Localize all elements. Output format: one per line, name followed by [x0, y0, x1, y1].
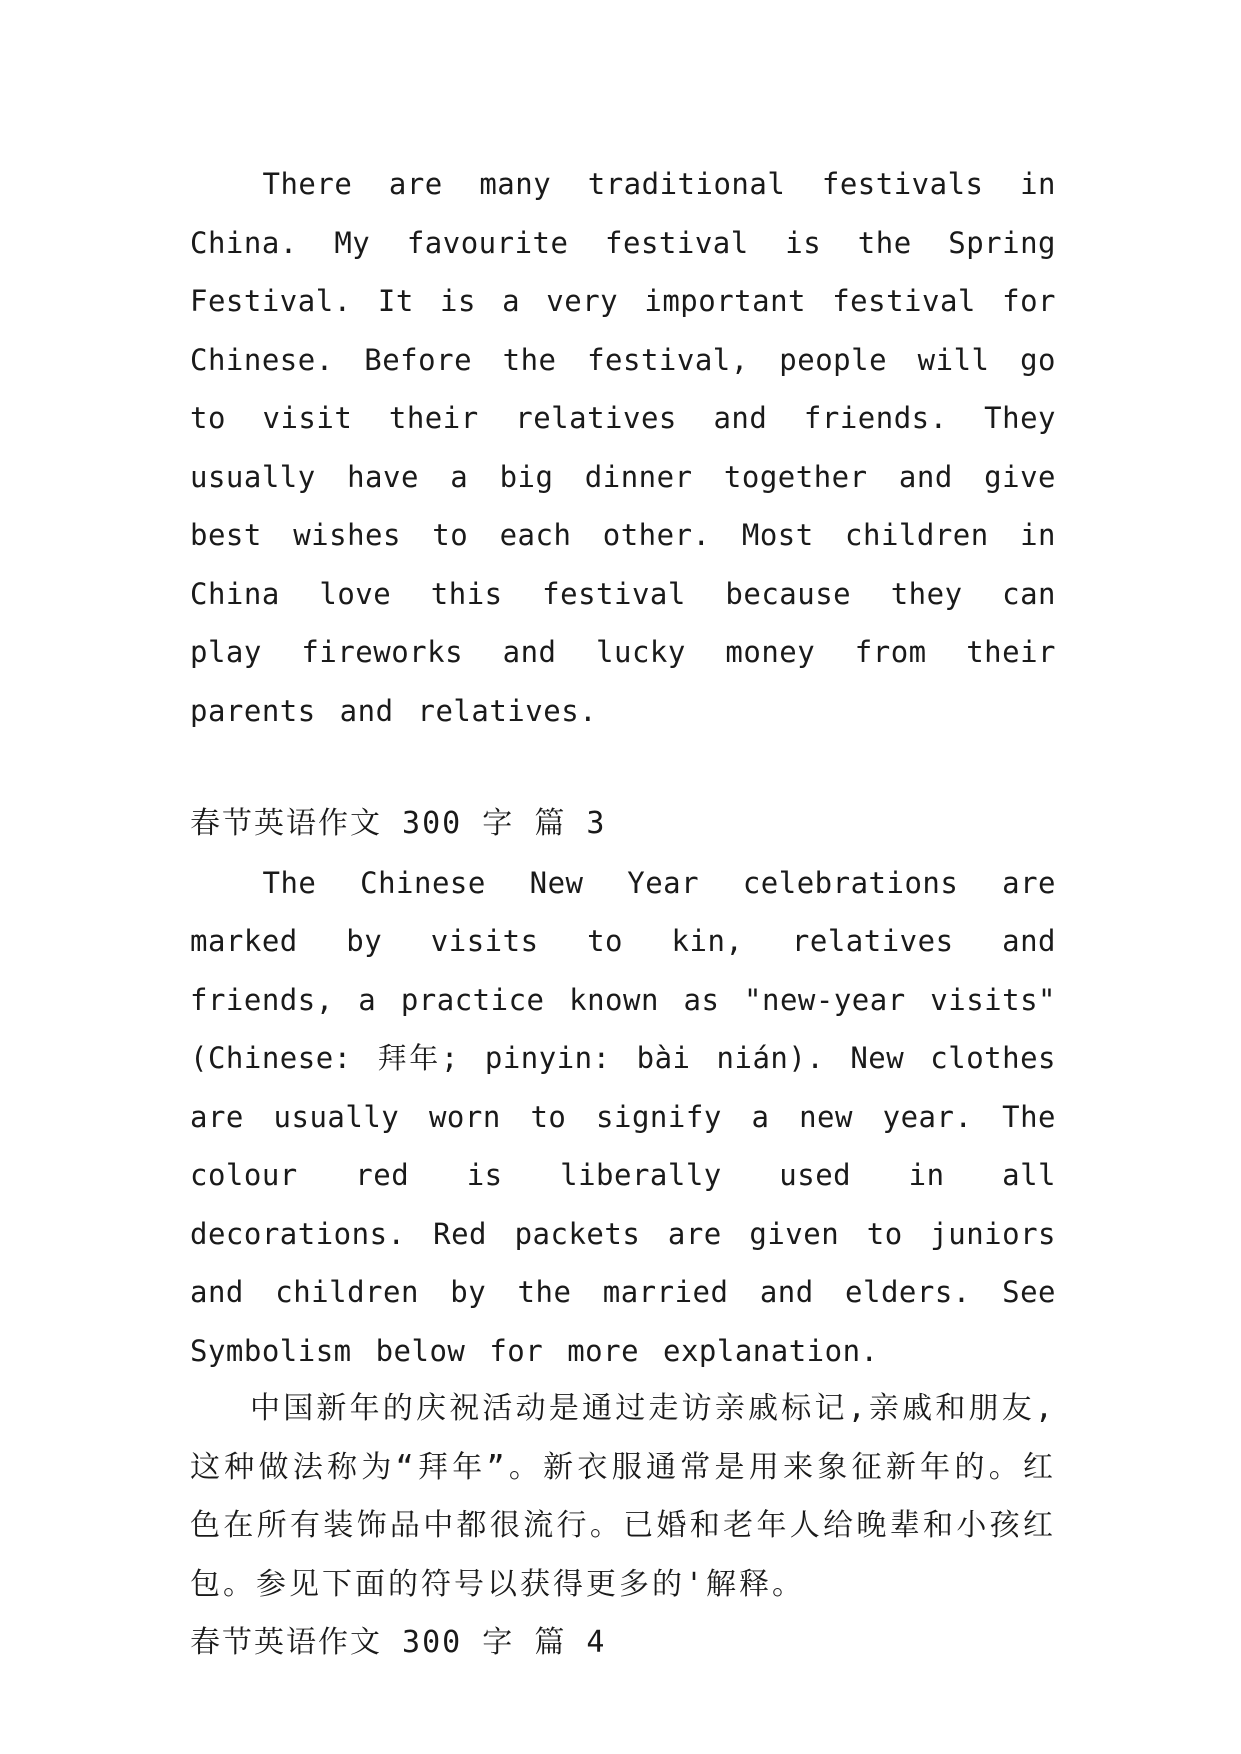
- essay-paragraph-spring-festival: There are many traditional festivals in China. My favourite festival is the Spring Festival. It is a very important festival for Chinese. Before the festival, people will go to visit their relatives and friends. They usually have a big dinner together and give best wishes to each other. Most children in China love this festival because they can play fireworks and lucky money from their parents and relatives.: [190, 167, 1056, 728]
- section-heading-3: 春节英语作文 300 字 篇 3: [190, 806, 607, 841]
- paragraph-spacer: [190, 740, 1056, 795]
- essay-paragraph-new-year-celebrations: The Chinese New Year celebrations are marked by visits to kin, relatives and friends, a practice known as "new-year visits" (Chinese: 拜年; pinyin: bài nián). New clothes are usually worn to signify a new year. The colour red is liberally used in all decorations. Red packets are given to juniors and children by the married and elders. See Symbolism below for more explanation.: [190, 865, 1056, 1368]
- document-page: [190, 155, 1056, 1673]
- section-heading-4: 春节英语作文 300 字 篇 4: [190, 1625, 607, 1660]
- essay-paragraph-chinese-translation: 中国新年的庆祝活动是通过走访亲戚标记,亲戚和朋友,这种做法称为“拜年”。新衣服通常是用来象征新年的。红色在所有装饰品中都很流行。已婚和老年人给晚辈和小孩红包。参见下面的符号以获得更多的'解释。: [190, 1391, 1056, 1602]
